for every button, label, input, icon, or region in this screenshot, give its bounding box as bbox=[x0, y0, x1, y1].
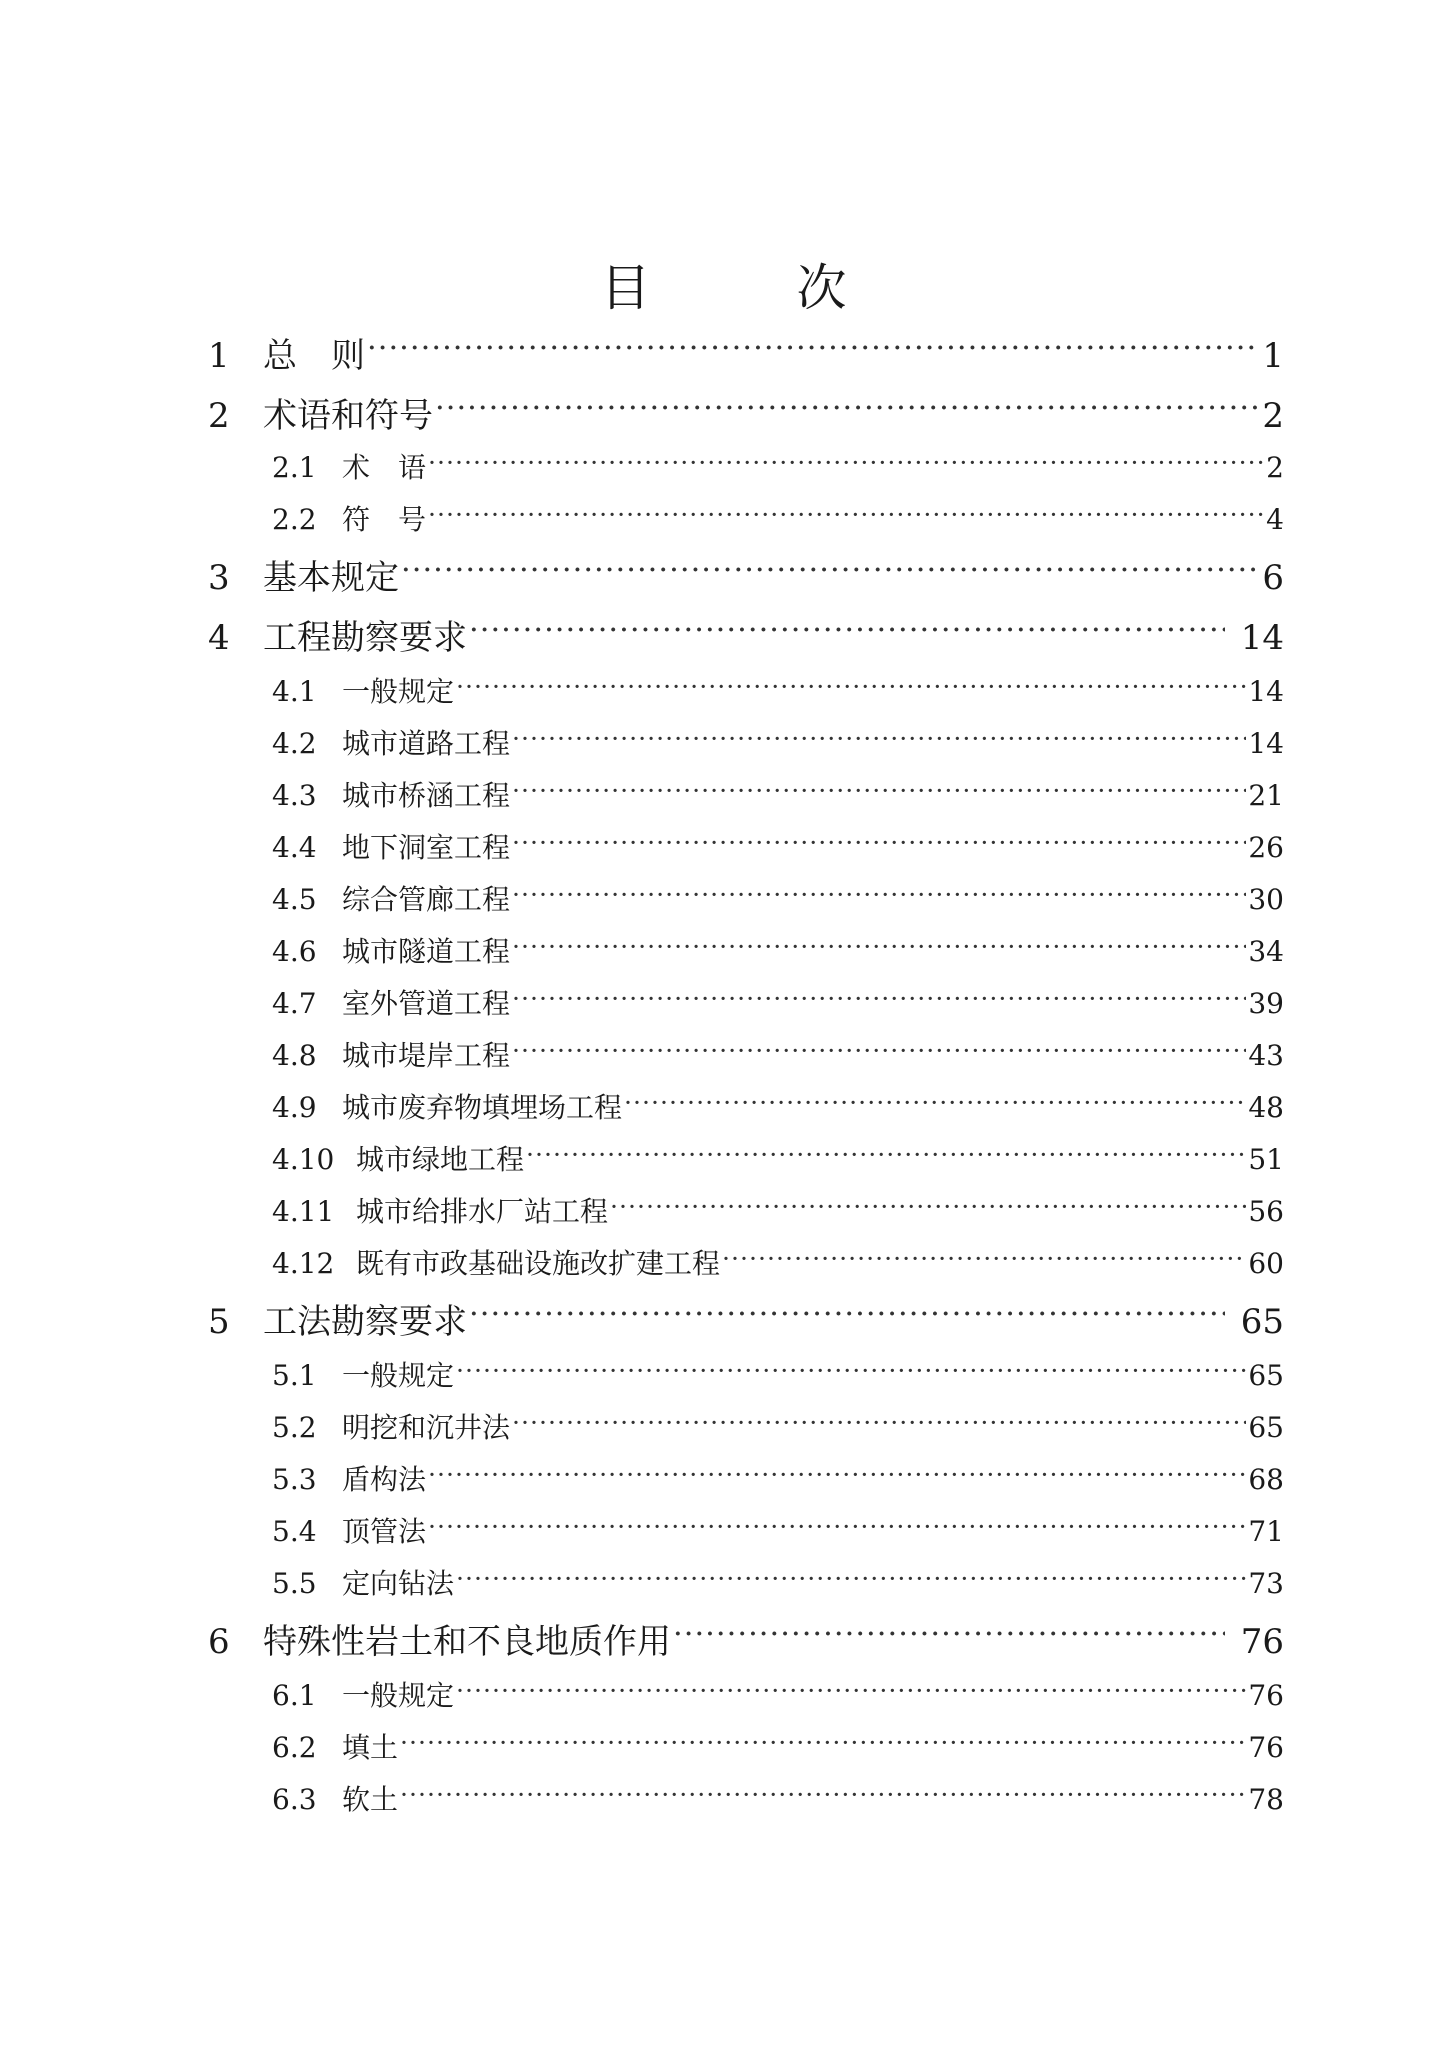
toc-entry[interactable] bbox=[208, 328, 1284, 376]
toc-number: 4 bbox=[208, 618, 230, 658]
toc-label: 一般规定 bbox=[342, 675, 455, 708]
toc-number: 4.5 bbox=[272, 883, 317, 916]
toc-label: 术 语 bbox=[342, 451, 427, 484]
dot-leader bbox=[512, 725, 1246, 753]
toc-entry[interactable] bbox=[272, 1086, 1284, 1126]
toc-page: 65 bbox=[1248, 1359, 1284, 1392]
toc-label: 一般规定 bbox=[342, 1359, 455, 1392]
toc-page: 1 bbox=[1262, 336, 1284, 376]
dot-leader bbox=[400, 1729, 1246, 1757]
toc-entry[interactable] bbox=[272, 670, 1284, 710]
toc-page: 39 bbox=[1248, 987, 1284, 1020]
toc-page: 4 bbox=[1266, 503, 1284, 536]
dot-leader bbox=[428, 449, 1264, 477]
toc-number: 6.1 bbox=[272, 1679, 317, 1712]
toc-number: 6.3 bbox=[272, 1783, 317, 1816]
toc-number: 4.7 bbox=[272, 987, 317, 1020]
dot-leader bbox=[722, 1245, 1246, 1273]
toc-page: 34 bbox=[1248, 935, 1284, 968]
toc-number: 6 bbox=[208, 1622, 230, 1662]
toc-label: 城市桥涵工程 bbox=[342, 779, 511, 812]
toc-label: 既有市政基础设施改扩建工程 bbox=[356, 1247, 721, 1280]
toc-label: 工法勘察要求 bbox=[263, 1302, 467, 1342]
toc-entry[interactable] bbox=[272, 1354, 1284, 1394]
dot-leader bbox=[624, 1089, 1246, 1117]
toc-entry[interactable] bbox=[208, 550, 1284, 598]
toc-label: 定向钻法 bbox=[342, 1567, 455, 1600]
dot-leader bbox=[469, 1299, 1225, 1333]
toc-number: 4.4 bbox=[272, 831, 317, 864]
toc-number: 5.1 bbox=[272, 1359, 317, 1392]
toc-page: 65 bbox=[1248, 1411, 1284, 1444]
toc-entry[interactable] bbox=[272, 826, 1284, 866]
toc-entry[interactable] bbox=[208, 1614, 1284, 1662]
toc-number: 4.1 bbox=[272, 675, 317, 708]
toc-entry[interactable] bbox=[272, 1406, 1284, 1446]
dot-leader bbox=[400, 1781, 1246, 1809]
toc-number: 5.3 bbox=[272, 1463, 317, 1496]
toc-entry[interactable] bbox=[208, 610, 1284, 658]
toc-entry[interactable] bbox=[272, 1510, 1284, 1550]
toc-label: 顶管法 bbox=[342, 1515, 427, 1548]
toc-label: 城市道路工程 bbox=[342, 727, 511, 760]
dot-leader bbox=[428, 501, 1264, 529]
dot-leader bbox=[610, 1193, 1246, 1221]
toc-entry[interactable] bbox=[272, 722, 1284, 762]
toc-label: 城市隧道工程 bbox=[342, 935, 511, 968]
dot-leader bbox=[428, 1513, 1246, 1541]
toc-page: 76 bbox=[1240, 1622, 1284, 1662]
toc-label: 总 则 bbox=[263, 336, 365, 376]
toc-page: 71 bbox=[1248, 1515, 1284, 1548]
toc-page: 73 bbox=[1248, 1567, 1284, 1600]
toc-number: 4.6 bbox=[272, 935, 317, 968]
toc-entry[interactable] bbox=[272, 1190, 1284, 1230]
toc-entry[interactable] bbox=[272, 1778, 1284, 1818]
toc-page: 14 bbox=[1248, 675, 1284, 708]
toc-label: 城市废弃物填埋场工程 bbox=[342, 1091, 623, 1124]
toc-entry[interactable] bbox=[272, 1458, 1284, 1498]
toc-number: 4.9 bbox=[272, 1091, 317, 1124]
dot-leader bbox=[512, 777, 1246, 805]
toc-number: 6.2 bbox=[272, 1731, 317, 1764]
dot-leader bbox=[512, 933, 1246, 961]
toc-label: 室外管道工程 bbox=[342, 987, 511, 1020]
toc-page: 65 bbox=[1240, 1302, 1284, 1342]
toc-label: 城市绿地工程 bbox=[356, 1143, 525, 1176]
toc-page: 43 bbox=[1248, 1039, 1284, 1072]
toc-number: 1 bbox=[208, 336, 230, 376]
toc-page: 26 bbox=[1248, 831, 1284, 864]
toc-label: 城市给排水厂站工程 bbox=[356, 1195, 609, 1228]
dot-leader bbox=[456, 1565, 1246, 1593]
toc-page: 60 bbox=[1248, 1247, 1284, 1280]
dot-leader bbox=[435, 393, 1260, 427]
toc-page: 51 bbox=[1248, 1143, 1284, 1176]
toc-page: 76 bbox=[1248, 1731, 1284, 1764]
toc-label: 基本规定 bbox=[263, 558, 399, 598]
toc-entry[interactable] bbox=[272, 1138, 1284, 1178]
toc-label: 术语和符号 bbox=[263, 396, 433, 436]
toc-label: 明挖和沉井法 bbox=[342, 1411, 511, 1444]
toc-entry[interactable] bbox=[272, 1726, 1284, 1766]
toc-label: 软土 bbox=[342, 1783, 399, 1816]
toc-page: 2 bbox=[1266, 451, 1284, 484]
dot-leader bbox=[456, 1357, 1246, 1385]
toc-label: 工程勘察要求 bbox=[263, 618, 467, 658]
toc-page: 14 bbox=[1240, 618, 1284, 658]
toc-label: 符 号 bbox=[342, 503, 427, 536]
toc-entry[interactable] bbox=[272, 982, 1284, 1022]
toc-label: 盾构法 bbox=[342, 1463, 427, 1496]
dot-leader bbox=[512, 829, 1246, 857]
toc-number: 3 bbox=[208, 558, 230, 598]
dot-leader bbox=[367, 333, 1260, 367]
toc-label: 一般规定 bbox=[342, 1679, 455, 1712]
toc-label: 地下洞室工程 bbox=[342, 831, 511, 864]
dot-leader bbox=[512, 985, 1246, 1013]
toc-entry[interactable] bbox=[272, 1562, 1284, 1602]
toc-number: 4.10 bbox=[272, 1143, 335, 1176]
toc-number: 5.4 bbox=[272, 1515, 317, 1548]
toc-number: 4.2 bbox=[272, 727, 317, 760]
dot-leader bbox=[469, 615, 1225, 649]
toc-entry[interactable] bbox=[272, 1242, 1284, 1282]
toc-page: 14 bbox=[1248, 727, 1284, 760]
toc-number: 5.5 bbox=[272, 1567, 317, 1600]
toc-number: 4.8 bbox=[272, 1039, 317, 1072]
toc-number: 2.2 bbox=[272, 503, 317, 536]
toc-entry[interactable] bbox=[208, 1294, 1284, 1342]
toc-number: 5.2 bbox=[272, 1411, 317, 1444]
toc-entry[interactable] bbox=[272, 498, 1284, 538]
dot-leader bbox=[428, 1461, 1246, 1489]
toc-page: 21 bbox=[1248, 779, 1284, 812]
toc-page: 56 bbox=[1248, 1195, 1284, 1228]
toc-entry[interactable] bbox=[272, 1034, 1284, 1074]
toc-label: 综合管廊工程 bbox=[342, 883, 511, 916]
dot-leader bbox=[401, 555, 1260, 589]
dot-leader bbox=[456, 673, 1246, 701]
toc-entry[interactable] bbox=[208, 388, 1284, 436]
toc-number: 2 bbox=[208, 396, 230, 436]
toc-page: 2 bbox=[1262, 396, 1284, 436]
toc-entry[interactable] bbox=[272, 1674, 1284, 1714]
toc-number: 2.1 bbox=[272, 451, 317, 484]
toc-page: 78 bbox=[1248, 1783, 1284, 1816]
toc-number: 4.3 bbox=[272, 779, 317, 812]
dot-leader bbox=[512, 1037, 1246, 1065]
toc-page: 48 bbox=[1248, 1091, 1284, 1124]
toc-label: 城市堤岸工程 bbox=[342, 1039, 511, 1072]
toc-entry[interactable] bbox=[272, 878, 1284, 918]
dot-leader bbox=[456, 1677, 1246, 1705]
dot-leader bbox=[512, 881, 1246, 909]
toc-number: 4.11 bbox=[272, 1195, 335, 1228]
toc-entry[interactable] bbox=[272, 930, 1284, 970]
toc-number: 4.12 bbox=[272, 1247, 335, 1280]
page-title: 目 次 bbox=[600, 259, 895, 317]
dot-leader bbox=[512, 1409, 1246, 1437]
toc-entry[interactable] bbox=[272, 774, 1284, 814]
toc-label: 特殊性岩土和不良地质作用 bbox=[263, 1622, 671, 1662]
toc-page: 76 bbox=[1248, 1679, 1284, 1712]
dot-leader bbox=[673, 1619, 1225, 1653]
toc-page: 30 bbox=[1248, 883, 1284, 916]
toc-page: 6 bbox=[1262, 558, 1284, 598]
toc-entry[interactable] bbox=[272, 446, 1284, 486]
toc-page: 68 bbox=[1248, 1463, 1284, 1496]
toc-number: 5 bbox=[208, 1302, 230, 1342]
toc-label: 填土 bbox=[342, 1731, 399, 1764]
dot-leader bbox=[526, 1141, 1246, 1169]
